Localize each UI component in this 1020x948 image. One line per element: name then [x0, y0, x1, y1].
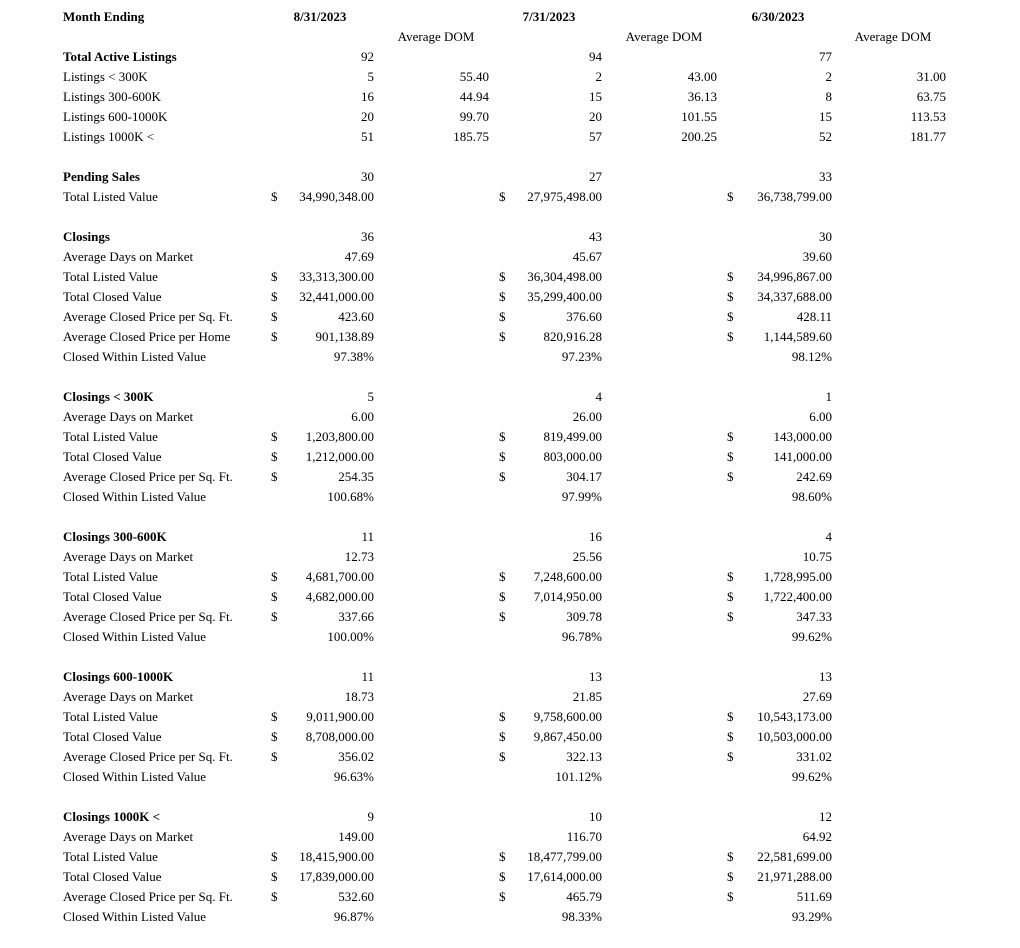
row-label: Total Closed Value — [63, 869, 162, 884]
section-title: Closings 300-600K — [63, 529, 167, 544]
metric-value: 36,738,799.00 — [757, 189, 832, 204]
section-total: 36 — [361, 229, 374, 244]
currency-sign: $ — [727, 189, 734, 204]
metric-row — [0, 547, 1020, 567]
metric-value: 32,441,000.00 — [299, 289, 374, 304]
section-title-row — [0, 167, 1020, 187]
currency-sign: $ — [271, 289, 278, 304]
section-title-row — [0, 387, 1020, 407]
metric-value: 98.12% — [791, 349, 832, 364]
metric-value: 17,839,000.00 — [299, 869, 374, 884]
row-label: Listings < 300K — [63, 69, 148, 84]
currency-sign: $ — [499, 289, 506, 304]
currency-sign: $ — [727, 449, 734, 464]
metric-value: 7,248,600.00 — [533, 569, 602, 584]
month-column-header: 6/30/2023 — [751, 9, 805, 24]
row-label: Closed Within Listed Value — [63, 769, 207, 784]
currency-sign: $ — [271, 309, 278, 324]
metric-value: 1,728,995.00 — [763, 569, 832, 584]
metric-row — [0, 727, 1020, 747]
metric-row — [0, 187, 1020, 207]
metric-row — [0, 407, 1020, 427]
currency-sign: $ — [727, 569, 734, 584]
metric-value: 149.00 — [338, 829, 374, 844]
average-dom-header-row — [0, 27, 1020, 47]
row-label: Average Days on Market — [63, 689, 194, 704]
section-total: 9 — [367, 809, 374, 824]
listing-count: 15 — [589, 89, 602, 104]
section-total: 13 — [819, 669, 832, 684]
metric-value: 6.00 — [351, 409, 374, 424]
row-label: Total Closed Value — [63, 289, 162, 304]
average-dom-value: 43.00 — [687, 69, 717, 84]
currency-sign: $ — [271, 189, 278, 204]
metric-value: 97.23% — [561, 349, 602, 364]
currency-sign: $ — [271, 849, 278, 864]
metric-value: 331.02 — [796, 749, 832, 764]
currency-sign: $ — [271, 749, 278, 764]
section-total: 5 — [367, 389, 374, 404]
metric-value: 7,014,950.00 — [533, 589, 602, 604]
section-title-row — [0, 47, 1020, 67]
metric-value: 33,313,300.00 — [299, 269, 374, 284]
currency-sign: $ — [271, 429, 278, 444]
currency-sign: $ — [727, 889, 734, 904]
listing-count: 2 — [825, 69, 832, 84]
metric-value: 819,499.00 — [543, 429, 602, 444]
currency-sign: $ — [271, 869, 278, 884]
average-dom-value: 44.94 — [459, 89, 489, 104]
row-label: Average Closed Price per Sq. Ft. — [63, 309, 233, 324]
metric-row — [0, 607, 1020, 627]
metric-row — [0, 447, 1020, 467]
currency-sign: $ — [499, 189, 506, 204]
row-label: Total Listed Value — [63, 569, 158, 584]
average-dom-value: 36.13 — [687, 89, 717, 104]
metric-row — [0, 487, 1020, 507]
section-title-row — [0, 667, 1020, 687]
month-column-header: 7/31/2023 — [522, 9, 576, 24]
currency-sign: $ — [727, 429, 734, 444]
average-dom-header: Average DOM — [854, 29, 932, 44]
metric-row — [0, 767, 1020, 787]
metric-value: 27,975,498.00 — [527, 189, 602, 204]
listing-count: 57 — [589, 129, 602, 144]
average-dom-value: 55.40 — [459, 69, 489, 84]
metric-row — [0, 307, 1020, 327]
metric-row — [0, 467, 1020, 487]
metric-value: 116.70 — [566, 829, 602, 844]
row-label: Listings 300-600K — [63, 89, 161, 104]
metric-value: 10,503,000.00 — [757, 729, 832, 744]
metric-value: 26.00 — [572, 409, 602, 424]
section-total: 11 — [361, 669, 374, 684]
metric-value: 803,000.00 — [543, 449, 602, 464]
metric-value: 96.63% — [333, 769, 374, 784]
metric-value: 347.33 — [796, 609, 832, 624]
listing-count: 52 — [819, 129, 832, 144]
currency-sign: $ — [727, 849, 734, 864]
currency-sign: $ — [727, 749, 734, 764]
section-title-row — [0, 227, 1020, 247]
metric-row — [0, 587, 1020, 607]
currency-sign: $ — [271, 729, 278, 744]
metric-value: 21,971,288.00 — [757, 869, 832, 884]
metric-value: 9,011,900.00 — [306, 709, 374, 724]
metric-value: 34,996,867.00 — [757, 269, 832, 284]
currency-sign: $ — [271, 329, 278, 344]
currency-sign: $ — [727, 729, 734, 744]
metric-value: 25.56 — [572, 549, 602, 564]
metric-value: 18,415,900.00 — [299, 849, 374, 864]
row-label: Total Closed Value — [63, 589, 162, 604]
listing-count: 5 — [367, 69, 374, 84]
metric-value: 356.02 — [338, 749, 374, 764]
metric-value: 100.68% — [327, 489, 374, 504]
section-title: Total Active Listings — [63, 49, 177, 64]
metric-row — [0, 707, 1020, 727]
month-column-header: 8/31/2023 — [293, 9, 347, 24]
section-total: 77 — [819, 49, 832, 64]
average-dom-header: Average DOM — [397, 29, 475, 44]
row-label: Total Listed Value — [63, 269, 158, 284]
row-label: Total Closed Value — [63, 449, 162, 464]
currency-sign: $ — [727, 469, 734, 484]
section-total: 27 — [589, 169, 602, 184]
average-dom-value: 63.75 — [916, 89, 946, 104]
metric-row — [0, 827, 1020, 847]
listing-count: 2 — [595, 69, 602, 84]
metric-value: 93.29% — [791, 909, 832, 924]
currency-sign: $ — [499, 609, 506, 624]
row-label: Average Closed Price per Home — [63, 329, 231, 344]
metric-value: 532.60 — [338, 889, 374, 904]
metric-value: 39.60 — [802, 249, 832, 264]
section-total: 94 — [589, 49, 602, 64]
metric-value: 96.78% — [561, 629, 602, 644]
metric-value: 35,299,400.00 — [527, 289, 602, 304]
metric-value: 99.62% — [791, 629, 832, 644]
active-listing-row — [0, 107, 1020, 127]
row-label: Closed Within Listed Value — [63, 349, 207, 364]
metric-value: 337.66 — [338, 609, 374, 624]
currency-sign: $ — [727, 869, 734, 884]
currency-sign: $ — [499, 569, 506, 584]
currency-sign: $ — [499, 269, 506, 284]
metric-row — [0, 627, 1020, 647]
listing-count: 20 — [361, 109, 374, 124]
metric-value: 97.99% — [561, 489, 602, 504]
section-total: 11 — [361, 529, 374, 544]
metric-value: 141,000.00 — [773, 449, 832, 464]
section-title-row — [0, 527, 1020, 547]
currency-sign: $ — [271, 449, 278, 464]
section-total: 4 — [825, 529, 832, 544]
currency-sign: $ — [727, 269, 734, 284]
metric-row — [0, 687, 1020, 707]
row-label: Total Listed Value — [63, 849, 158, 864]
average-dom-value: 99.70 — [459, 109, 489, 124]
metric-value: 143,000.00 — [773, 429, 832, 444]
metric-row — [0, 247, 1020, 267]
metric-value: 98.60% — [791, 489, 832, 504]
currency-sign: $ — [727, 709, 734, 724]
metric-row — [0, 887, 1020, 907]
section-total: 33 — [819, 169, 832, 184]
metric-value: 18,477,799.00 — [527, 849, 602, 864]
metric-row — [0, 327, 1020, 347]
currency-sign: $ — [727, 309, 734, 324]
metric-value: 96.87% — [333, 909, 374, 924]
metric-value: 309.78 — [566, 609, 602, 624]
currency-sign: $ — [727, 329, 734, 344]
currency-sign: $ — [271, 609, 278, 624]
currency-sign: $ — [727, 609, 734, 624]
metric-value: 423.60 — [338, 309, 374, 324]
currency-sign: $ — [271, 469, 278, 484]
metric-value: 1,212,000.00 — [305, 449, 374, 464]
metric-value: 34,337,688.00 — [757, 289, 832, 304]
currency-sign: $ — [499, 309, 506, 324]
metric-value: 100.00% — [327, 629, 374, 644]
metric-value: 27.69 — [802, 689, 832, 704]
metric-row — [0, 347, 1020, 367]
metric-value: 820,916.28 — [543, 329, 602, 344]
row-label: Listings 600-1000K — [63, 109, 168, 124]
section-total: 12 — [819, 809, 832, 824]
header-row — [0, 7, 1020, 27]
row-label: Total Listed Value — [63, 709, 158, 724]
metric-row — [0, 907, 1020, 927]
metric-row — [0, 747, 1020, 767]
row-label: Average Closed Price per Sq. Ft. — [63, 749, 233, 764]
currency-sign: $ — [499, 869, 506, 884]
listing-count: 20 — [589, 109, 602, 124]
metric-value: 34,990,348.00 — [299, 189, 374, 204]
average-dom-value: 181.77 — [910, 129, 946, 144]
section-title: Pending Sales — [63, 169, 140, 184]
metric-value: 9,867,450.00 — [533, 729, 602, 744]
metric-value: 101.12% — [555, 769, 602, 784]
metric-value: 8,708,000.00 — [305, 729, 374, 744]
metric-value: 36,304,498.00 — [527, 269, 602, 284]
currency-sign: $ — [499, 849, 506, 864]
currency-sign: $ — [499, 329, 506, 344]
section-title-row — [0, 807, 1020, 827]
metric-value: 511.69 — [796, 889, 832, 904]
metric-value: 901,138.89 — [315, 329, 374, 344]
row-label: Average Days on Market — [63, 409, 194, 424]
row-label: Closed Within Listed Value — [63, 629, 207, 644]
listing-count: 16 — [361, 89, 374, 104]
metric-row — [0, 267, 1020, 287]
metric-row — [0, 427, 1020, 447]
metric-value: 64.92 — [802, 829, 832, 844]
month-ending-label: Month Ending — [63, 9, 145, 24]
metric-value: 10,543,173.00 — [757, 709, 832, 724]
row-label: Average Days on Market — [63, 549, 194, 564]
listing-count: 8 — [825, 89, 832, 104]
currency-sign: $ — [271, 709, 278, 724]
metric-value: 1,144,589.60 — [763, 329, 832, 344]
row-label: Average Days on Market — [63, 249, 194, 264]
section-total: 30 — [819, 229, 832, 244]
metric-value: 9,758,600.00 — [533, 709, 602, 724]
row-label: Average Closed Price per Sq. Ft. — [63, 609, 233, 624]
row-label: Total Listed Value — [63, 429, 158, 444]
section-total: 16 — [589, 529, 602, 544]
metric-value: 4,681,700.00 — [305, 569, 374, 584]
section-title: Closings 1000K < — [63, 809, 160, 824]
row-label: Average Days on Market — [63, 829, 194, 844]
average-dom-value: 101.55 — [681, 109, 717, 124]
metric-value: 12.73 — [344, 549, 374, 564]
metric-row — [0, 867, 1020, 887]
metric-value: 428.11 — [796, 309, 832, 324]
metric-value: 376.60 — [566, 309, 602, 324]
currency-sign: $ — [499, 749, 506, 764]
average-dom-value: 31.00 — [916, 69, 946, 84]
active-listing-row — [0, 67, 1020, 87]
metric-value: 242.69 — [796, 469, 832, 484]
row-label: Average Closed Price per Sq. Ft. — [63, 889, 233, 904]
average-dom-value: 113.53 — [910, 109, 946, 124]
currency-sign: $ — [271, 589, 278, 604]
metric-value: 98.33% — [561, 909, 602, 924]
average-dom-value: 200.25 — [681, 129, 717, 144]
active-listing-row — [0, 127, 1020, 147]
row-label: Total Listed Value — [63, 189, 158, 204]
section-total: 4 — [595, 389, 602, 404]
currency-sign: $ — [499, 469, 506, 484]
metric-row — [0, 847, 1020, 867]
currency-sign: $ — [271, 889, 278, 904]
row-label: Average Closed Price per Sq. Ft. — [63, 469, 233, 484]
currency-sign: $ — [727, 289, 734, 304]
metric-value: 18.73 — [344, 689, 374, 704]
metric-value: 6.00 — [809, 409, 832, 424]
currency-sign: $ — [499, 729, 506, 744]
currency-sign: $ — [499, 449, 506, 464]
currency-sign: $ — [499, 429, 506, 444]
section-total: 43 — [589, 229, 602, 244]
listing-count: 51 — [361, 129, 374, 144]
row-label: Listings 1000K < — [63, 129, 155, 144]
average-dom-header: Average DOM — [625, 29, 703, 44]
section-total: 10 — [589, 809, 602, 824]
metric-value: 254.35 — [338, 469, 374, 484]
row-label: Closed Within Listed Value — [63, 489, 207, 504]
currency-sign: $ — [499, 889, 506, 904]
average-dom-value: 185.75 — [453, 129, 489, 144]
metric-row — [0, 567, 1020, 587]
section-title: Closings < 300K — [63, 389, 154, 404]
currency-sign: $ — [499, 709, 506, 724]
section-total: 92 — [361, 49, 374, 64]
metric-value: 22,581,699.00 — [757, 849, 832, 864]
currency-sign: $ — [727, 589, 734, 604]
currency-sign: $ — [271, 269, 278, 284]
metric-value: 47.69 — [344, 249, 374, 264]
metric-value: 10.75 — [802, 549, 832, 564]
listing-count: 15 — [819, 109, 832, 124]
metric-value: 1,722,400.00 — [763, 589, 832, 604]
currency-sign: $ — [499, 589, 506, 604]
metric-value: 97.38% — [333, 349, 374, 364]
metric-value: 322.13 — [566, 749, 602, 764]
metric-value: 1,203,800.00 — [305, 429, 374, 444]
row-label: Total Closed Value — [63, 729, 162, 744]
metric-value: 21.85 — [572, 689, 602, 704]
row-label: Closed Within Listed Value — [63, 909, 207, 924]
metric-value: 304.17 — [566, 469, 602, 484]
metric-value: 465.79 — [566, 889, 602, 904]
metric-value: 99.62% — [791, 769, 832, 784]
section-total: 1 — [825, 389, 832, 404]
section-title: Closings — [63, 229, 110, 244]
section-total: 30 — [361, 169, 374, 184]
currency-sign: $ — [271, 569, 278, 584]
section-title: Closings 600-1000K — [63, 669, 174, 684]
metric-value: 4,682,000.00 — [305, 589, 374, 604]
section-total: 13 — [589, 669, 602, 684]
metric-value: 17,614,000.00 — [527, 869, 602, 884]
metric-row — [0, 287, 1020, 307]
active-listing-row — [0, 87, 1020, 107]
metric-value: 45.67 — [572, 249, 602, 264]
